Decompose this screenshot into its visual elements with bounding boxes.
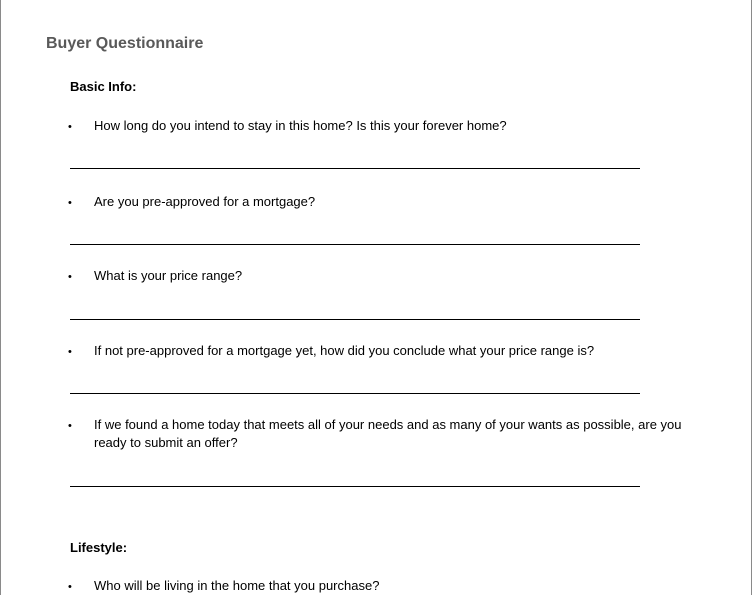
question-text: Who will be living in the home that you purchase?: [94, 578, 380, 593]
answer-line[interactable]: [70, 393, 640, 394]
document-title: Buyer Questionnaire: [46, 35, 204, 52]
question-text: Are you pre-approved for a mortgage?: [94, 194, 316, 209]
section-heading-basic-info: Basic Info:: [70, 79, 137, 94]
bullet-icon: •: [68, 121, 72, 133]
answer-line[interactable]: [70, 319, 640, 320]
bullet-icon: •: [68, 346, 72, 358]
question-text: What is your price range?: [94, 268, 243, 283]
answer-line[interactable]: [70, 244, 640, 245]
section-heading-lifestyle: Lifestyle:: [70, 540, 128, 555]
bullet-icon: •: [68, 197, 72, 209]
answer-line[interactable]: [70, 168, 640, 169]
answer-line[interactable]: [70, 486, 640, 487]
question-text: If not pre-approved for a mortgage yet, how did you conclude what your price range is?: [94, 343, 595, 358]
question-text: If we found a home today that meets all of your needs and as many of your wants as possible, are you ready to submit an offer?: [94, 417, 682, 450]
bullet-icon: •: [68, 271, 72, 283]
bullet-icon: •: [68, 581, 72, 593]
question-text: How long do you intend to stay in this home? Is this your forever home?: [94, 118, 507, 133]
bullet-icon: •: [68, 420, 72, 432]
